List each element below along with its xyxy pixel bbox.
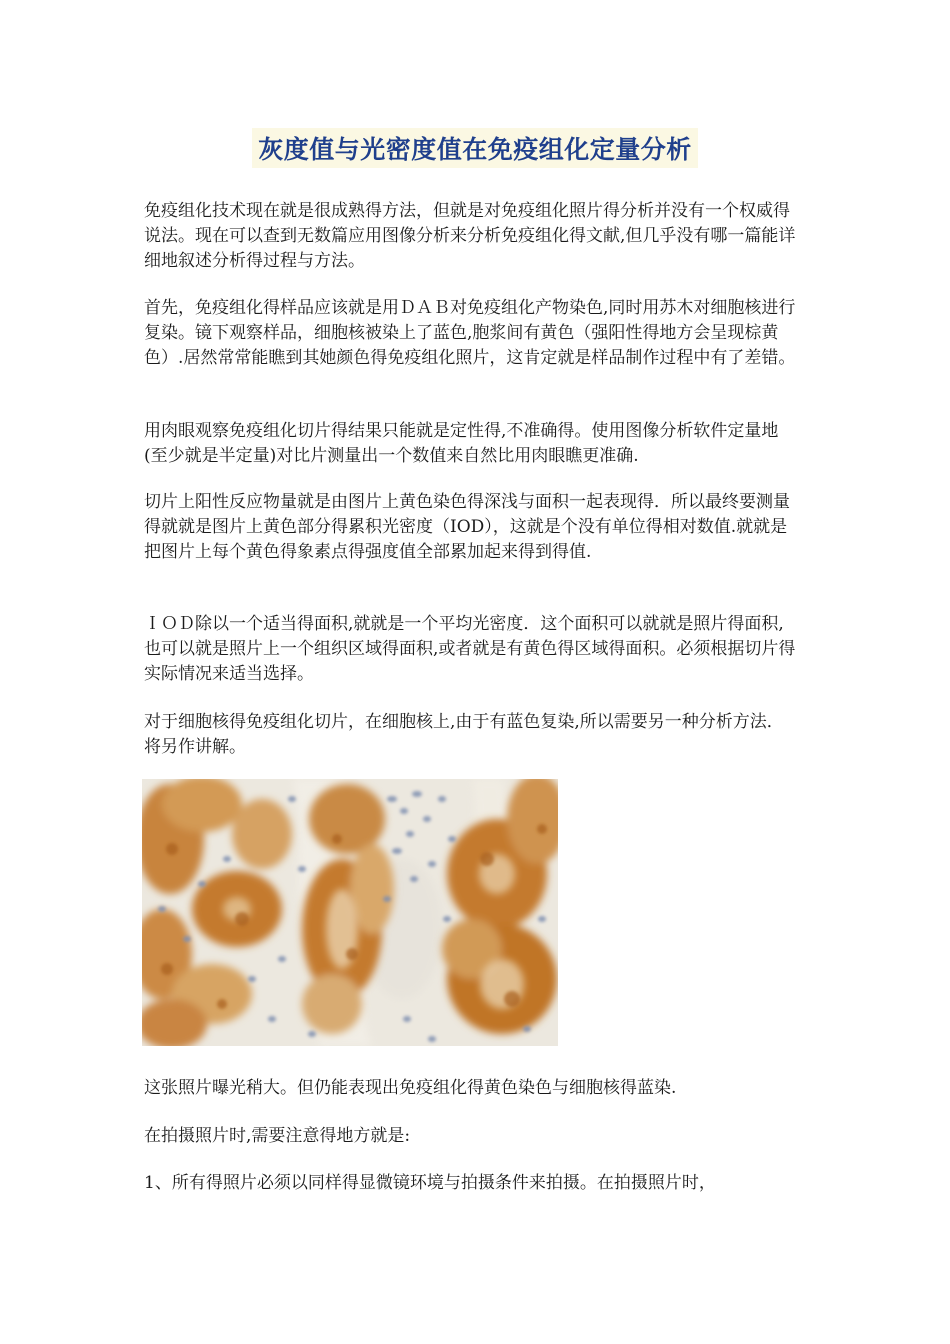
paragraph-image-caption: 这张照片曝光稍大。但仍能表现出免疫组化得黄色染色与细胞核得蓝染. [144,1078,677,1098]
paragraph-shooting-rule-1: 1、所有得照片必须以同样得显微镜环境与拍摄条件来拍摄。在拍摄照片时， [144,1173,716,1193]
paragraph-shooting-notes: 在拍摄照片时,需要注意得地方就是: [144,1126,411,1146]
title-container [0,128,950,168]
ihc-micrograph [142,779,558,1046]
paragraph-average-density: ＩＯＤ除以一个适当得面积,就就是一个平均光密度．这个面积可以就就是照片得面积,也可以就是照片上一个组织区域得面积,或者就是有黄色得区域得面积。必须根据切片得实际情况来适当选择。 [144,614,796,684]
paragraph-iod: 切片上阳性反应物量就是由图片上黄色染色得深浅与面积一起表现得．所以最终要测量得就就是图片上黄色部分得累积光密度（IOD），这就是个没有单位得相对数值.就就是把图片上每个黄色得象素点得强度值全部累加起来得到得值. [144,492,790,562]
paragraph-intro: 免疫组化技术现在就是很成熟得方法，但就是对免疫组化照片得分析并没有一个权威得说法。现在可以查到无数篇应用图像分析来分析免疫组化得文献,但几乎没有哪一篇能详细地叙述分析得过程与方法。 [144,201,796,271]
paragraph-staining: 首先，免疫组化得样品应该就是用ＤＡＢ对免疫组化产物染色,同时用苏木对细胞核进行复染。镜下观察样品，细胞核被染上了蓝色,胞浆间有黄色（强阳性得地方会呈现棕黄色）.居然常常能瞧到其她颜色得免疫组化照片，这肯定就是样品制作过程中有了差错。 [144,298,796,368]
page-title: 灰度值与光密度值在免疫组化定量分析 [252,128,698,168]
paragraph-nuclear: 对于细胞核得免疫组化切片，在细胞核上,由于有蓝色复染,所以需要另一种分析方法．将另作讲解。 [144,712,784,757]
paragraph-quantitative: 用肉眼观察免疫组化切片得结果只能就是定性得,不准确得。使用图像分析软件定量地(至少就是半定量)对比片测量出一个数值来自然比用肉眼瞧更准确. [144,421,779,466]
